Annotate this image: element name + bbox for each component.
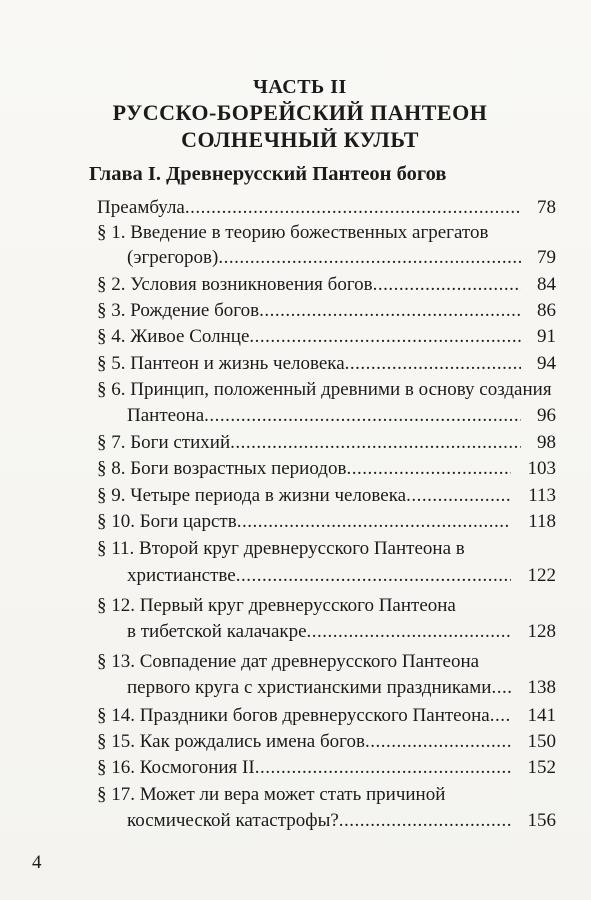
toc-entry-title: первого круга с христианскими праздниками (127, 677, 492, 698)
toc-entry-title: § 15. Как рождались имена богов (97, 731, 365, 752)
dot-leader (230, 430, 521, 456)
toc-entry-section-5[interactable] (0, 351, 591, 377)
page-number: 4 (32, 852, 42, 873)
toc-entry-preamble[interactable] (0, 195, 591, 221)
toc-entry-title: § 11. Второй круг древнерусского Пантеона в (97, 538, 465, 559)
toc-entry-line (0, 220, 591, 246)
dot-leader (237, 509, 511, 535)
toc-entry-title: § 17. Может ли вера может стать причиной (97, 784, 446, 805)
toc-entry-title: Преамбула (97, 197, 185, 218)
dot-leader (185, 195, 521, 221)
toc-page-number: 86 (537, 300, 556, 321)
dot-leader (249, 324, 521, 350)
part-heading: ЧАСТЬ II (253, 76, 347, 98)
toc-entry-line (0, 782, 591, 808)
dot-leader (255, 755, 511, 781)
toc-entry-title: § 1. Введение в теорию божественных агрегатов (97, 222, 489, 243)
toc-entry-section-16[interactable] (0, 755, 591, 781)
dot-leader (307, 619, 511, 645)
toc-entry-section-8[interactable] (0, 456, 591, 482)
toc-entry-line (0, 377, 591, 403)
toc-entry-title: в тибетской калачакре (127, 621, 307, 642)
dot-leader (204, 403, 521, 429)
toc-entry-section-4[interactable] (0, 324, 591, 350)
toc-page-number: 141 (527, 705, 556, 726)
toc-entry-title: христианстве (127, 565, 236, 586)
toc-entry-section-2[interactable] (0, 272, 591, 298)
toc-entry-title: космической катастрофы? (127, 810, 339, 831)
toc-page-number: 156 (527, 810, 556, 831)
toc-entry-title: Пантеона (127, 405, 205, 426)
toc-page-number: 103 (527, 458, 556, 479)
toc-entry-title: § 2. Условия возникновения богов (97, 274, 373, 295)
dot-leader (259, 298, 521, 324)
dot-leader (346, 456, 511, 482)
toc-page-number: 78 (537, 197, 556, 218)
toc-entry-line (0, 649, 591, 675)
dot-leader (345, 351, 521, 377)
toc-page-number: 84 (537, 274, 556, 295)
toc-entry-line (0, 536, 591, 562)
toc-entry-title: § 12. Первый круг древнерусского Пантеона (97, 595, 456, 616)
toc-entry-title: § 10. Боги царств (97, 511, 237, 532)
toc-entry-section-7[interactable] (0, 430, 591, 456)
toc-page-number: 122 (527, 565, 556, 586)
toc-entry-section-14[interactable] (0, 703, 591, 729)
dot-leader (236, 563, 511, 589)
toc-entry-title: § 13. Совпадение дат древнерусского Пантеона (97, 651, 480, 672)
toc-page-number: 94 (537, 353, 556, 374)
toc-page-number: 98 (537, 432, 556, 453)
toc-entry-title: § 6. Принцип, положенный древними в основу создания (97, 379, 552, 400)
dot-leader (490, 703, 511, 729)
toc-page-number: 150 (527, 731, 556, 752)
dot-leader (218, 245, 521, 271)
toc-page-number: 118 (528, 511, 556, 532)
dot-leader (491, 675, 511, 701)
toc-entry-section-10[interactable] (0, 509, 591, 535)
pantheon-heading: РУССКО-БОРЕЙСКИЙ ПАНТЕОН (112, 100, 488, 125)
toc-entry-title: § 8. Боги возрастных периодов (97, 458, 347, 479)
chapter-title: Глава I. Древнерусский Пантеон богов (89, 163, 447, 185)
toc-entry-title: § 4. Живое Солнце (97, 326, 250, 347)
toc-entry-title: § 14. Праздники богов древнерусского Пантеона (97, 705, 490, 726)
toc-entry-section-6[interactable] (0, 403, 591, 429)
toc-page-number: 138 (527, 677, 556, 698)
toc-page-number: 128 (527, 621, 556, 642)
toc-entry-section-12[interactable] (0, 619, 591, 645)
dot-leader (406, 483, 511, 509)
toc-entry-section-3[interactable] (0, 298, 591, 324)
dot-leader (373, 272, 521, 298)
toc-entry-section-17[interactable] (0, 808, 591, 834)
toc-entry-section-1[interactable] (0, 245, 591, 271)
toc-entry-section-9[interactable] (0, 483, 591, 509)
toc-entry-section-11[interactable] (0, 563, 591, 589)
toc-entry-title: § 7. Боги стихий (97, 432, 231, 453)
toc-entry-section-15[interactable] (0, 729, 591, 755)
toc-entry-line (0, 593, 591, 619)
toc-page-number: 152 (527, 757, 556, 778)
toc-entry-title: § 5. Пантеон и жизнь человека (97, 353, 345, 374)
toc-entry-title: § 16. Космогония II (97, 757, 255, 778)
cult-heading: СОЛНЕЧНЫЙ КУЛЬТ (181, 127, 419, 152)
toc-entry-section-13[interactable] (0, 675, 591, 701)
toc-entry-title: § 3. Рождение богов (97, 300, 260, 321)
toc-page-number: 79 (537, 247, 556, 268)
toc-page-number: 96 (537, 405, 556, 426)
toc-entry-title: § 9. Четыре периода в жизни человека (97, 485, 407, 506)
dot-leader (365, 729, 511, 755)
dot-leader (339, 808, 511, 834)
toc-entry-title: (эгрегоров) (127, 247, 219, 268)
toc-page-number: 91 (537, 326, 556, 347)
toc-page-number: 113 (528, 485, 556, 506)
